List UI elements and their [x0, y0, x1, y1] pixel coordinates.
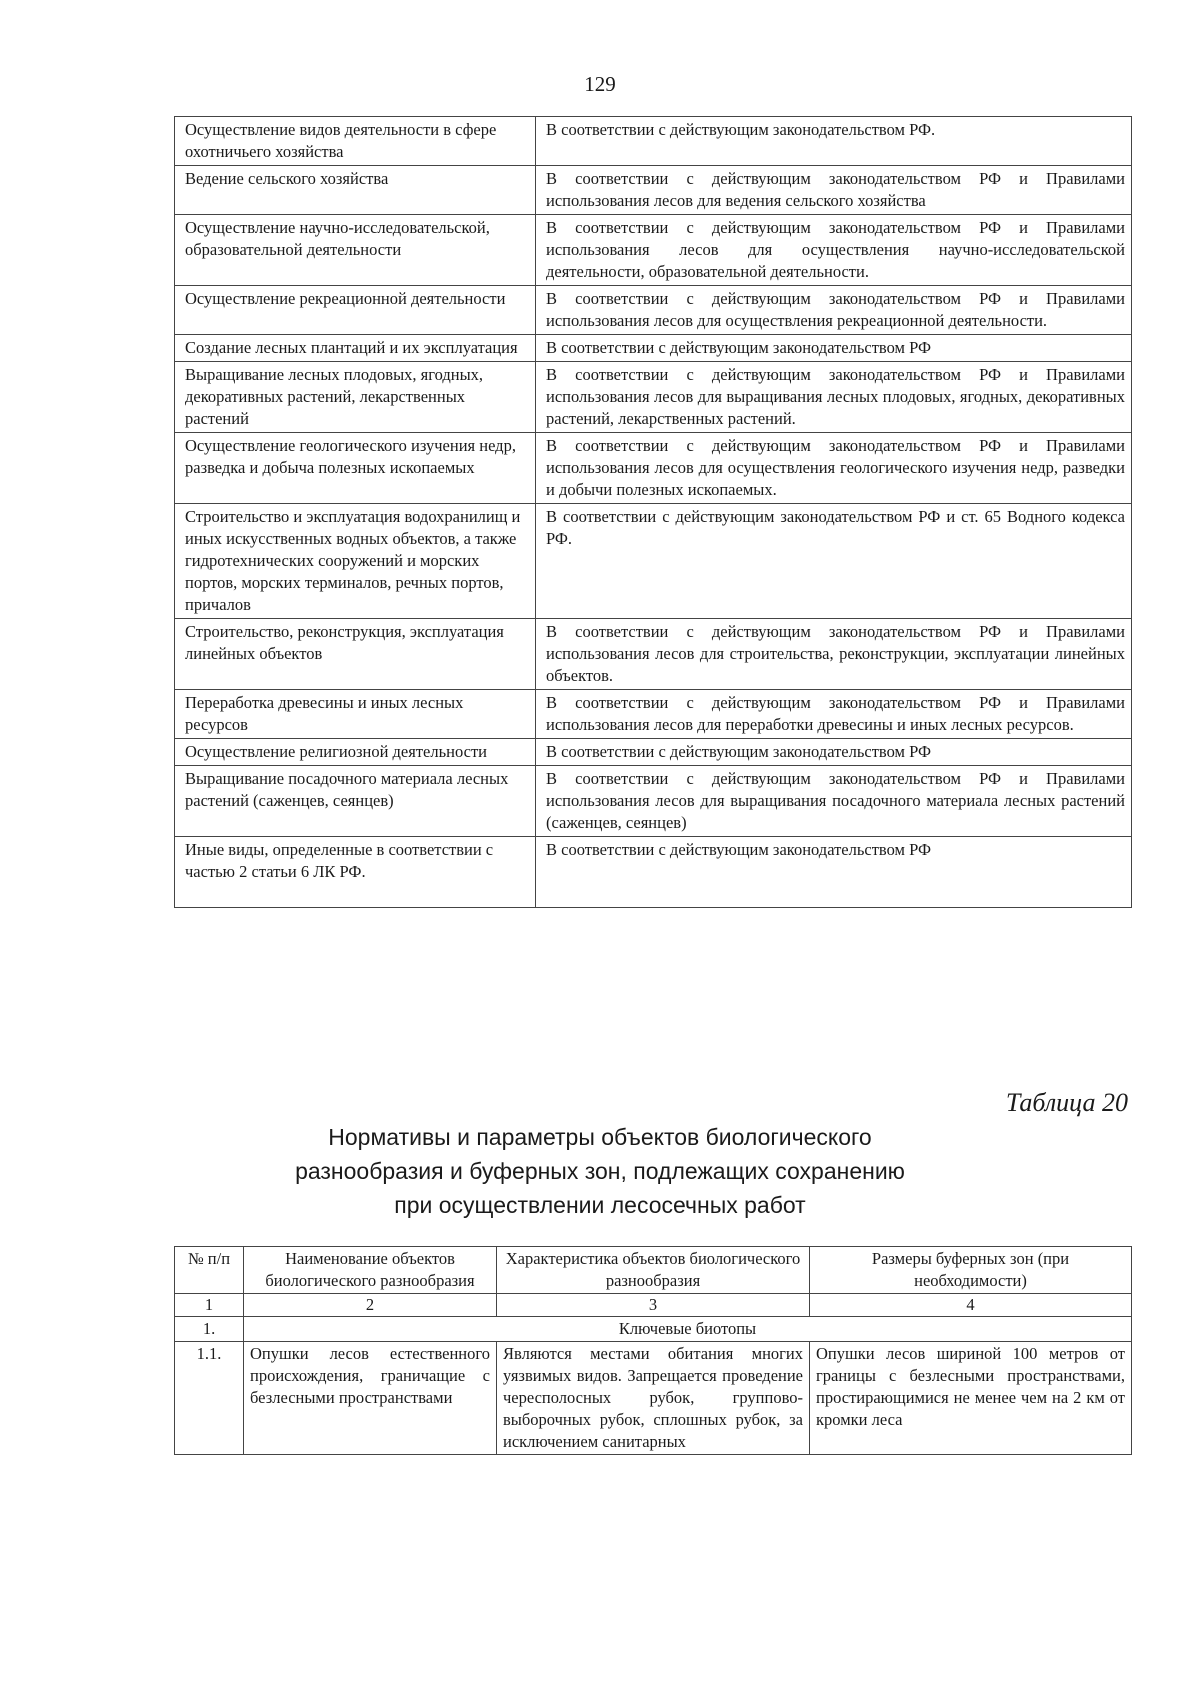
requirement-cell: В соответствии с действующим законодательством РФ и Правилами использования лесов для осуществления научно-исследовательской деятельности, образовательной деятельности.	[536, 215, 1132, 286]
header-characteristic: Характеристика объектов биологического разнообразия	[497, 1247, 810, 1294]
table-row	[175, 335, 1132, 362]
column-index: 1	[175, 1294, 244, 1317]
activity-cell: Осуществление религиозной деятельности	[175, 739, 536, 766]
header-buffer: Размеры буферных зон (при необходимости)	[810, 1247, 1132, 1294]
page-number: 129	[584, 72, 616, 96]
table-row	[175, 837, 1132, 908]
buffer-zone-cell: Опушки лесов шириной 100 метров от границы с безлесными пространствами, простирающимися не менее чем на 2 км от кромки леса	[810, 1342, 1132, 1455]
activity-cell: Осуществление научно-исследовательской, образовательной деятельности	[175, 215, 536, 286]
requirement-cell: В соответствии с действующим законодательством РФ и Правилами использования лесов для переработки древесины и иных лесных ресурсов.	[536, 690, 1132, 739]
requirement-cell: В соответствии с действующим законодательством РФ и Правилами использования лесов для выращивания лесных плодовых, ягодных, декоративных растений, лекарственных растений.	[536, 362, 1132, 433]
row-num: 1.1.	[175, 1342, 244, 1455]
section-row	[175, 1317, 1132, 1342]
table-row	[175, 690, 1132, 739]
requirement-cell: В соответствии с действующим законодательством РФ и Правилами использования лесов для осуществления геологического изучения недр, разведки и добычи полезных ископаемых.	[536, 433, 1132, 504]
table-title-line: при осуществлении лесосечных работ	[394, 1192, 806, 1218]
activity-cell: Осуществление рекреационной деятельности	[175, 286, 536, 335]
activity-cell: Иные виды, определенные в соответствии с частью 2 статьи 6 ЛК РФ.	[175, 837, 536, 908]
table-row	[175, 433, 1132, 504]
activity-cell: Осуществление геологического изучения недр, разведка и добыча полезных ископаемых	[175, 433, 536, 504]
column-index: 4	[810, 1294, 1132, 1317]
table-row	[175, 166, 1132, 215]
table-row	[175, 619, 1132, 690]
activity-cell: Выращивание посадочного материала лесных растений (саженцев, сеянцев)	[175, 766, 536, 837]
forest-use-activities-table	[174, 116, 1132, 908]
activity-cell: Строительство и эксплуатация водохранилищ и иных искусственных водных объектов, а также гидротехнических сооружений и морских портов, морских терминалов, речных портов, причалов	[175, 504, 536, 619]
column-index: 3	[497, 1294, 810, 1317]
table-row	[175, 362, 1132, 433]
requirement-cell: В соответствии с действующим законодательством РФ и Правилами использования лесов для ведения сельского хозяйства	[536, 166, 1132, 215]
activity-cell: Осуществление видов деятельности в сфере охотничьего хозяйства	[175, 117, 536, 166]
requirement-cell: В соответствии с действующим законодательством РФ и Правилами использования лесов для строительства, реконструкции, эксплуатации линейных объектов.	[536, 619, 1132, 690]
header-num: № п/п	[175, 1247, 244, 1294]
requirement-cell: В соответствии с действующим законодательством РФ и Правилами использования лесов для выращивания посадочного материала лесных растений (саженцев, сеянцев)	[536, 766, 1132, 837]
header-name: Наименование объектов биологического разнообразия	[244, 1247, 497, 1294]
table-row	[175, 504, 1132, 619]
table-row	[175, 739, 1132, 766]
requirement-cell: В соответствии с действующим законодательством РФ	[536, 739, 1132, 766]
activity-cell: Переработка древесины и иных лесных ресурсов	[175, 690, 536, 739]
activity-cell: Создание лесных плантаций и их эксплуатация	[175, 335, 536, 362]
table-caption: Таблица 20	[1005, 1088, 1128, 1117]
table-title	[0, 1120, 1200, 1222]
activity-cell: Ведение сельского хозяйства	[175, 166, 536, 215]
requirement-cell: В соответствии с действующим законодательством РФ.	[536, 117, 1132, 166]
column-index: 2	[244, 1294, 497, 1317]
activity-cell: Строительство, реконструкция, эксплуатация линейных объектов	[175, 619, 536, 690]
table-header-row	[175, 1247, 1132, 1294]
characteristic-cell: Являются местами обитания многих уязвимых видов. Запрещается проведение чересполосных рубок, группово-выборочных рубок, сплошных рубок, за исключением санитарных	[497, 1342, 810, 1455]
table-row	[175, 215, 1132, 286]
biodiversity-table	[174, 1246, 1132, 1455]
table-row	[175, 1342, 1132, 1455]
requirement-cell: В соответствии с действующим законодательством РФ	[536, 837, 1132, 908]
table-row	[175, 117, 1132, 166]
table-title-line: Нормативы и параметры объектов биологического	[328, 1124, 872, 1150]
activity-cell: Выращивание лесных плодовых, ягодных, декоративных растений, лекарственных растений	[175, 362, 536, 433]
object-name-cell: Опушки лесов естественного происхождения, граничащие с безлесными пространствами	[244, 1342, 497, 1455]
column-index-row	[175, 1294, 1132, 1317]
section-title: Ключевые биотопы	[244, 1317, 1132, 1342]
table-title-line: разнообразия и буферных зон, подлежащих сохранению	[295, 1158, 905, 1184]
table-row	[175, 286, 1132, 335]
requirement-cell: В соответствии с действующим законодательством РФ и Правилами использования лесов для осуществления рекреационной деятельности.	[536, 286, 1132, 335]
requirement-cell: В соответствии с действующим законодательством РФ	[536, 335, 1132, 362]
requirement-cell: В соответствии с действующим законодательством РФ и ст. 65 Водного кодекса РФ.	[536, 504, 1132, 619]
table-row	[175, 766, 1132, 837]
section-num: 1.	[175, 1317, 244, 1342]
